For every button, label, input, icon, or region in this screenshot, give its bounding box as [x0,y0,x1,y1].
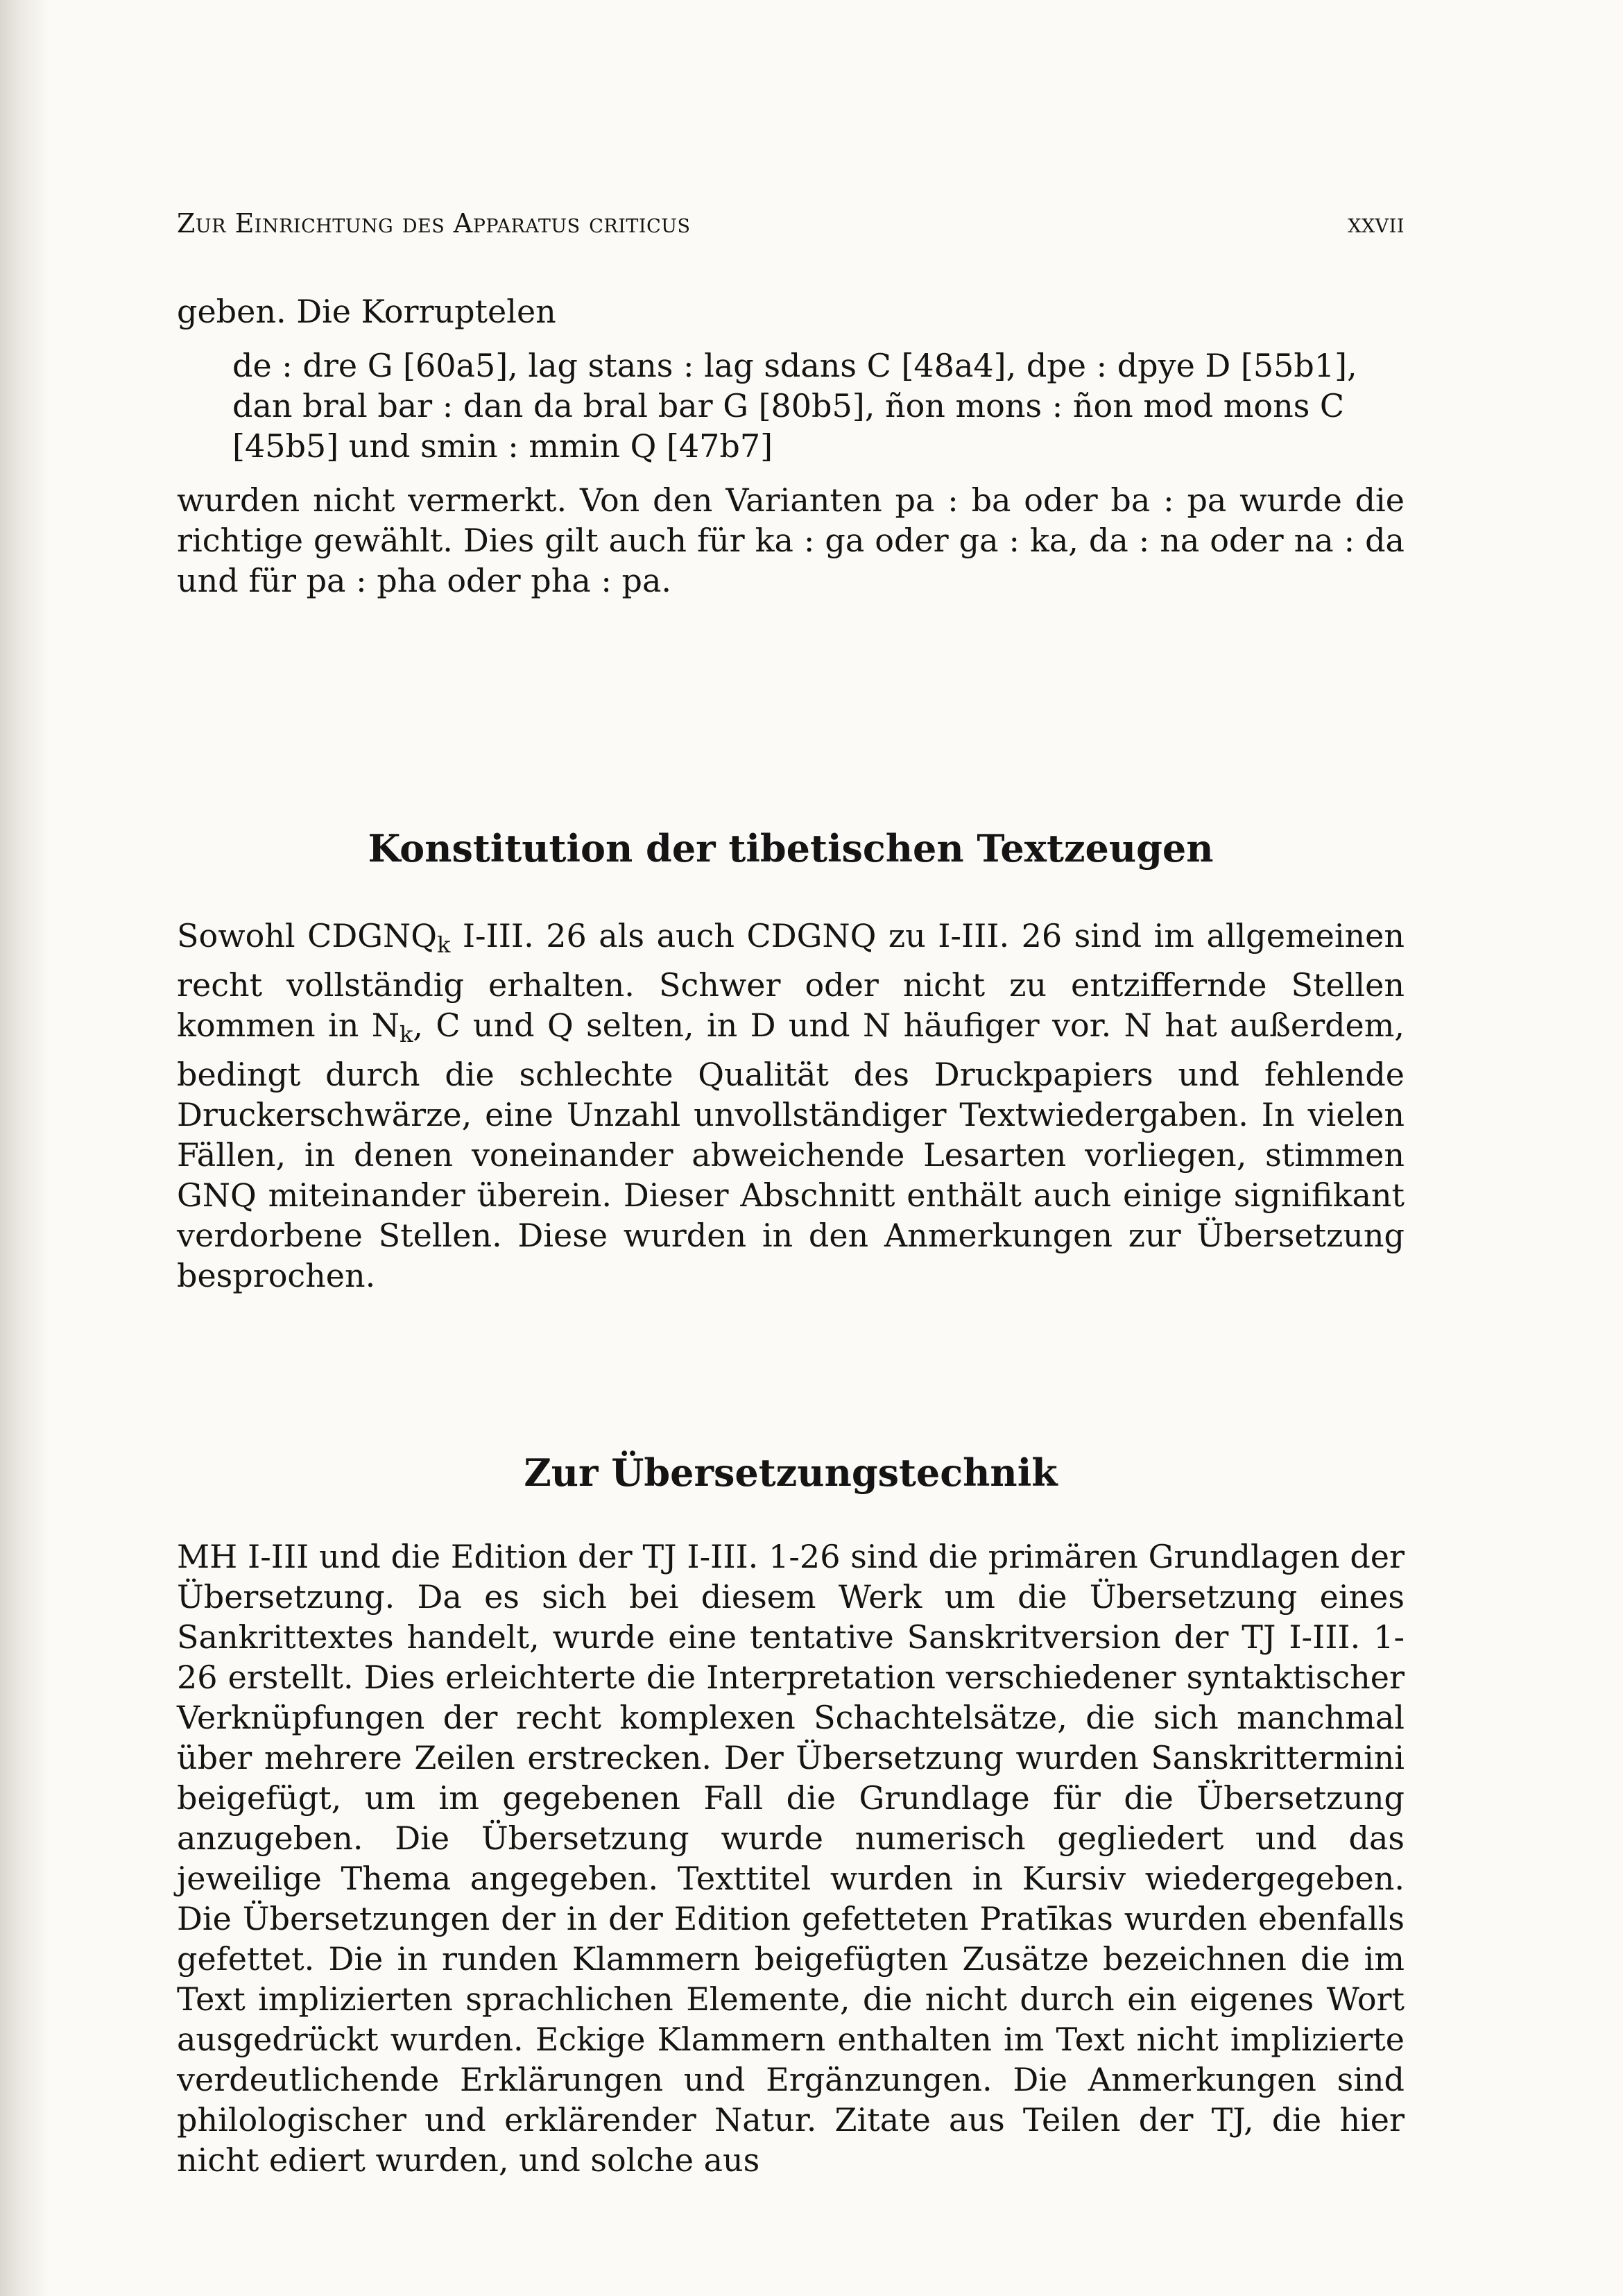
textzeugen-paragraph [177,916,1405,1296]
textzeugen-text-part3: , C und Q selten, in D und N häufiger vor. N hat außerdem, bedingt durch die schlechte Qualität des Druckpapiers und fehlende Druckerschwärze, eine Unzahl unvollständiger Textwiedergaben. In vielen Fällen, in denen voneinander abweichende Lesarten vorliegen, stimmen GNQ miteinander überein. Dieser Abschnitt enthält auch einige signifikant verdorbene Stellen. Diese wurden in den Anmerkungen zur Übersetzung besprochen. [177,1006,1405,1294]
page-number: xxvii [1348,208,1405,239]
variants-text: wurden nicht vermerkt. Von den Varianten pa : ba oder ba : pa wurde die richtige gewählt. Dies gilt auch für ka : ga oder ga : ka, da : na oder na : da und für pa : pha oder pha : pa. [177,481,1405,599]
example-line-3: [45b5] und smin : mmin Q [47b7] [232,427,773,465]
intro-text: geben. Die Korruptelen [177,293,556,330]
uebersetzung-paragraph [177,1536,1405,2180]
subscript-k: k [436,932,451,958]
running-head [177,208,1405,243]
uebersetzung-text: MH I-III und die Edition der TJ I-III. 1-26 sind die primären Grundlagen der Übersetzung. Da es sich bei diesem Werk um die Übersetzung eines Sankrittextes handelt, wurde eine tentative Sanskritversion der TJ I-III. 1-26 erstellt. Dies erleichterte die Interpretation verschiedener syntaktischer Verknüpfungen der recht komplexen Schachtelsätze, die sich manchmal über mehrere Zeilen erstrecken. Der Übersetzung wurden Sanskrittermini beigefügt, um im gegebenen Fall die Grundlage für die Übersetzung anzugeben. Die Übersetzung wurde numerisch gegliedert und das jeweilige Thema angegeben. Texttitel wurden in Kursiv wiedergegeben. Die Übersetzungen der in der Edition gefetteten Pratīkas wurden ebenfalls gefettet. Die in runden Klammern beigefügten Zusätze bezeichnen die im Text implizierten sprachlichen Elemente, die nicht durch ein eigenes Wort ausgedrückt wurden. Eckige Klammern enthalten im Text nicht implizierte verdeutlichende Erklärungen und Ergänzungen. Die Anmerkungen sind philologischer und erklärender Natur. Zitate aus Teilen der TJ, die hier nicht ediert wurden, und solche aus [177,1538,1405,2179]
scanned-page-edge [0,0,49,2296]
running-head-title: Zur Einrichtung des Apparatus criticus [177,208,691,239]
corruption-examples [232,345,1405,466]
example-line-2: dan bral bar : dan da bral bar G [80b5], ñon mons : ñon mod mons C [232,387,1345,425]
section-heading-uebersetzungstechnik: Zur Übersetzungstechnik [524,1450,1058,1495]
section-heading-textzeugen: Konstitution der tibetischen Textzeugen [368,826,1214,871]
textzeugen-text-part2: I-III. 26 als auch CDGNQ zu I-III. 26 sind im allgemeinen recht vollständig erhalten. Schwer oder nicht zu entziffernde Stellen kommen in N [177,917,1405,1044]
intro-line [177,291,1405,332]
textzeugen-text [177,916,1405,1296]
textzeugen-text-part1: Sowohl CDGNQ [177,917,437,954]
example-line-1: de : dre G [60a5], lag stans : lag sdans C [48a4], dpe : dpye D [55b1], [232,347,1357,384]
variants-paragraph [177,480,1405,601]
subscript-k-2: k [399,1021,413,1047]
